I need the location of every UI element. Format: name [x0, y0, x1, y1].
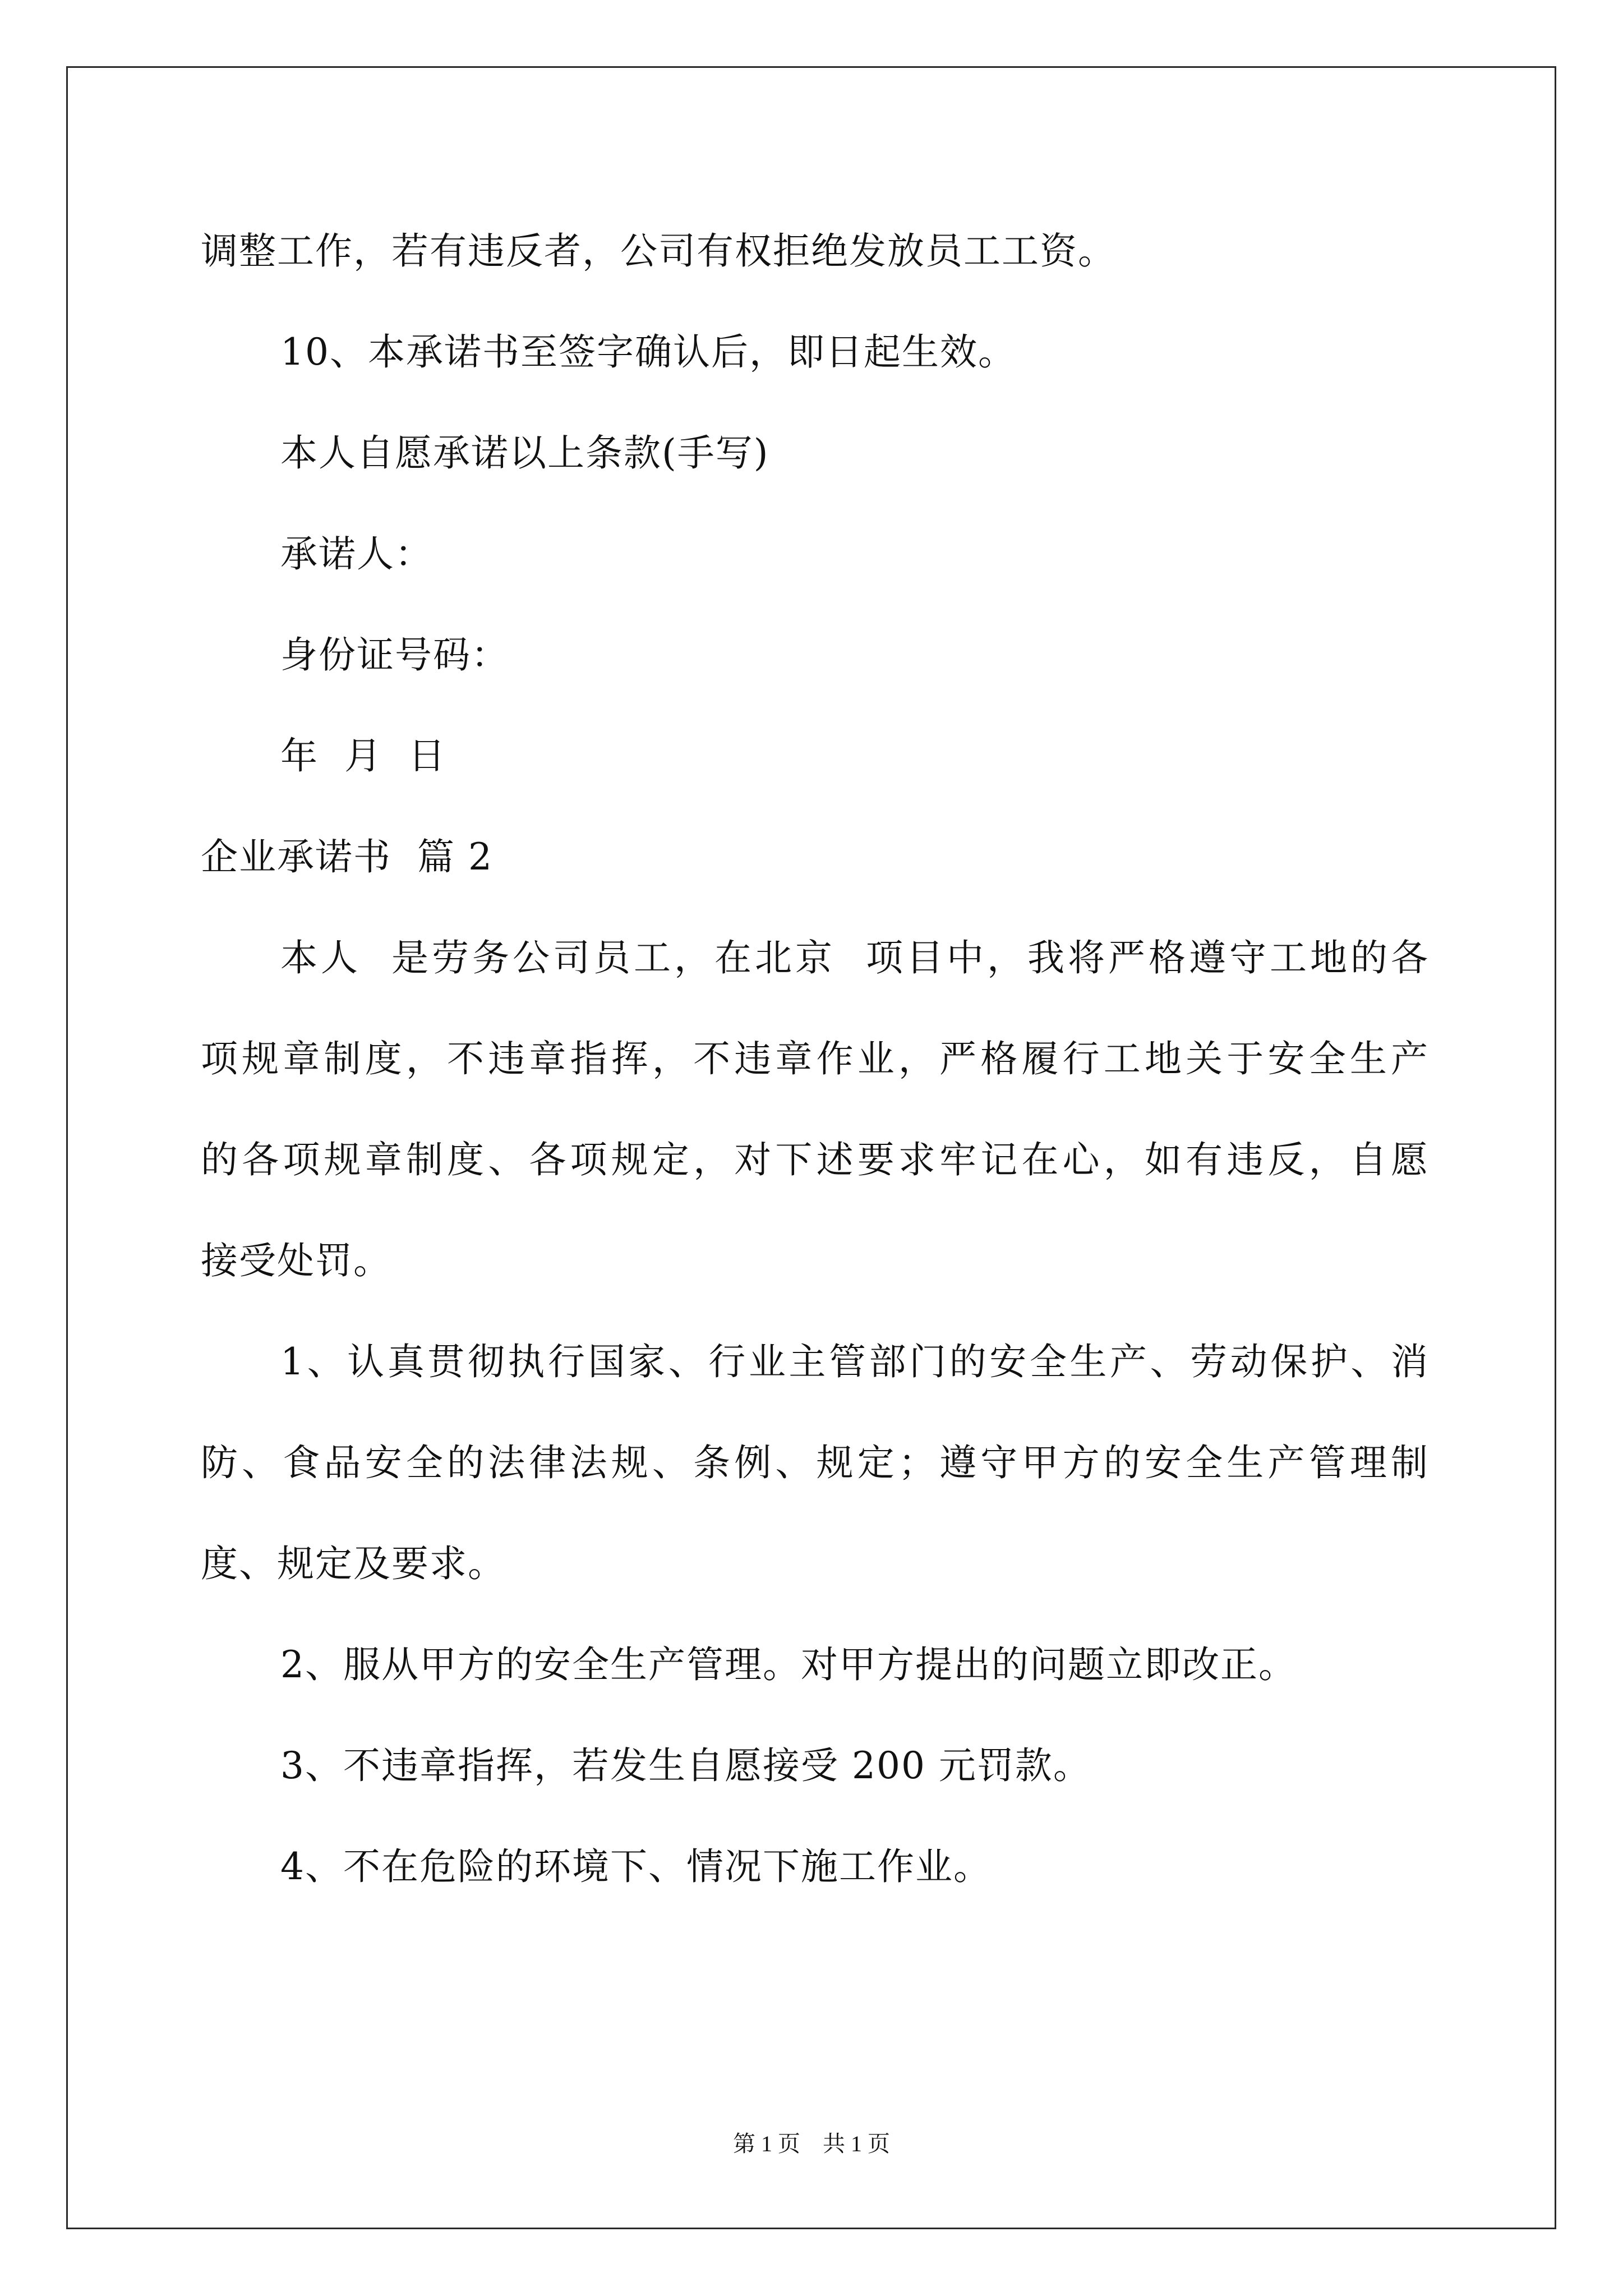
- section-heading: 企业承诺书 篇 2: [201, 835, 493, 878]
- page-number-current: 第 1 页: [733, 2131, 800, 2156]
- paragraph-line: 接受处罚。: [201, 1239, 391, 1282]
- paragraph-line: 4、不在危险的环境下、情况下施工作业。: [280, 1845, 992, 1888]
- paragraph-line: 项规章制度，不违章指挥，不违章作业，严格履行工地关于安全生产: [201, 1037, 1429, 1080]
- paragraph-line: 10、本承诺书至签字确认后，即日起生效。: [280, 330, 1016, 374]
- paragraph-line: 3、不违章指挥，若发生自愿接受 200 元罚款。: [280, 1744, 1091, 1787]
- paragraph-line: 的各项规章制度、各项规定，对下述要求牢记在心，如有违反，自愿: [201, 1138, 1429, 1181]
- paragraph-line: 调整工作，若有违反者，公司有权拒绝发放员工工资。: [201, 229, 1116, 273]
- page-footer: [0, 2133, 1623, 2155]
- paragraph-line: 度、规定及要求。: [201, 1542, 506, 1585]
- date-line: 年 月 日: [280, 734, 446, 777]
- paragraph-line: 1、认真贯彻执行国家、行业主管部门的安全生产、劳动保护、消: [280, 1340, 1429, 1383]
- paragraph-line: 身份证号码：: [280, 633, 509, 677]
- paragraph-line: 本人自愿承诺以上条款(手写): [280, 431, 769, 475]
- paragraph-line: 2、服从甲方的安全生产管理。对甲方提出的问题立即改正。: [280, 1643, 1297, 1686]
- page-number-total: 共 1 页: [823, 2131, 890, 2156]
- paragraph-line: 防、食品安全的法律法规、条例、规定；遵守甲方的安全生产管理制: [201, 1441, 1429, 1484]
- paragraph-line: 承诺人：: [280, 532, 433, 576]
- paragraph-line: 本人 是劳务公司员工，在北京 项目中，我将严格遵守工地的各: [280, 936, 1429, 979]
